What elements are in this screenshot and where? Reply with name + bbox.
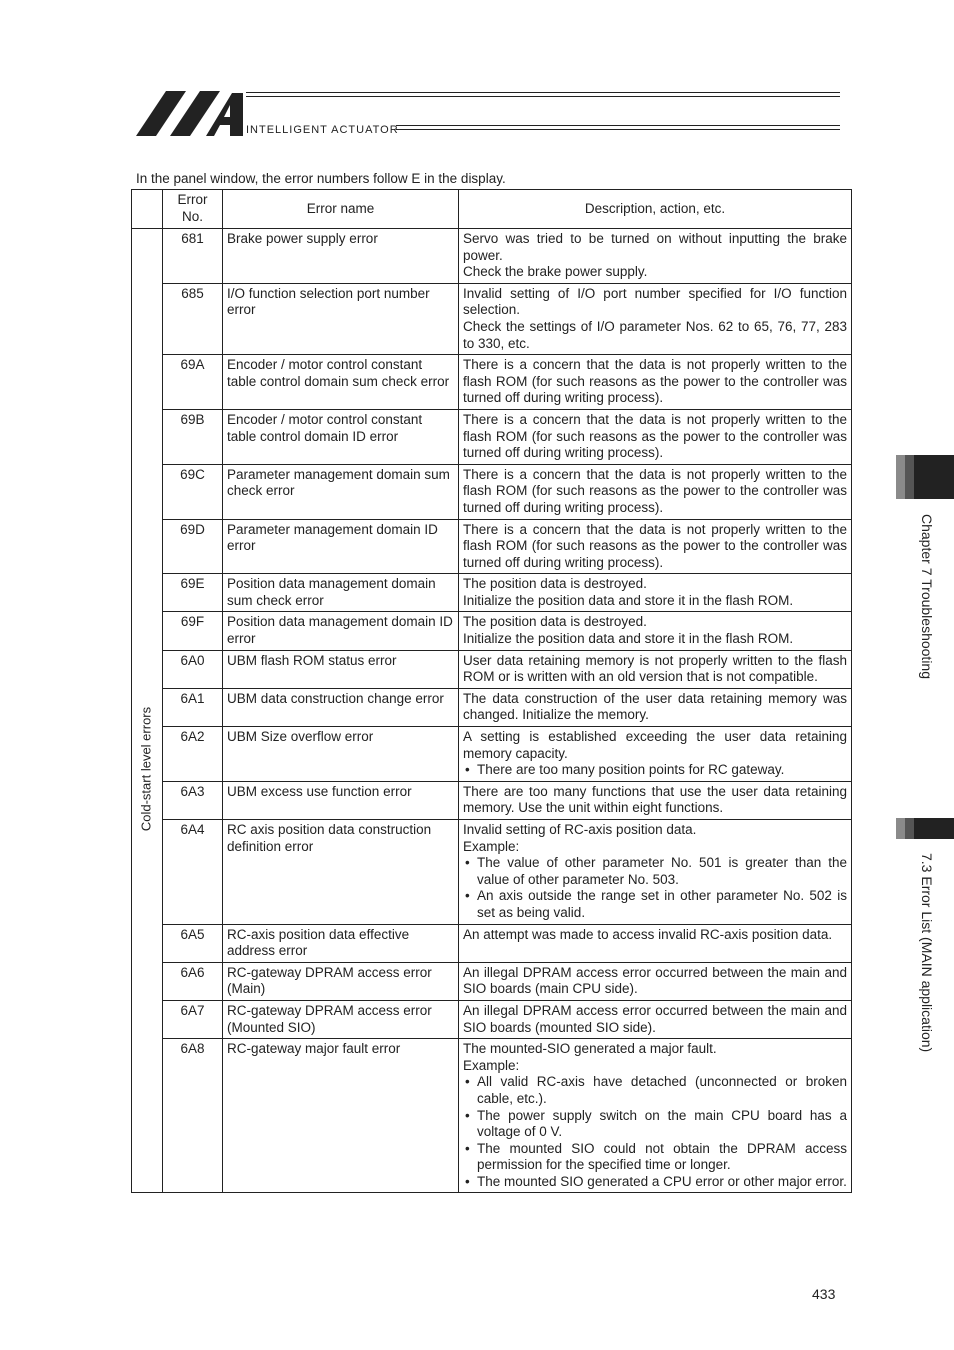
description-line: Check the brake power supply. xyxy=(463,264,648,280)
description-line: There is a concern that the data is not properly written to the flash ROM (for such reasons as the power to the controller was turned off during writing process). xyxy=(463,466,847,515)
table-row xyxy=(132,1039,852,1193)
error-description xyxy=(459,229,852,284)
error-name: UBM Size overflow error xyxy=(223,727,459,782)
error-name: Parameter management domain ID error xyxy=(223,519,459,574)
error-code: 69A xyxy=(163,355,223,410)
error-code: 6A5 xyxy=(163,924,223,962)
error-code: 6A8 xyxy=(163,1039,223,1193)
description-bullet: • The value of other parameter No. 501 is greater than the value of other parameter No. 503. xyxy=(463,855,847,888)
error-description xyxy=(459,355,852,410)
error-code: 6A6 xyxy=(163,962,223,1000)
description-line: Invalid setting of RC-axis position data. xyxy=(463,822,697,837)
header-rule-top-1 xyxy=(246,92,840,93)
table-header-row xyxy=(132,190,852,229)
description-line: The position data is destroyed. xyxy=(463,614,647,630)
section-tab-label: 7.3 Error List (MAIN application) xyxy=(919,853,935,1053)
error-name: Brake power supply error xyxy=(223,229,459,284)
error-name: Encoder / motor control constant table control domain ID error xyxy=(223,409,459,464)
error-code: 69C xyxy=(163,464,223,519)
error-name: I/O function selection port number error xyxy=(223,283,459,354)
category-label: Cold-start level errors xyxy=(138,706,154,831)
error-description xyxy=(459,409,852,464)
error-description xyxy=(459,1039,852,1193)
error-name: RC axis position data construction definition error xyxy=(223,820,459,925)
error-code: 69F xyxy=(163,612,223,650)
description-line: There is a concern that the data is not properly written to the flash ROM (for such reasons as the power to the controller was turned off during writing process). xyxy=(463,521,847,570)
table-row xyxy=(132,229,852,284)
table-row xyxy=(132,612,852,650)
description-line: The data construction of the user data retaining memory was changed. Initialize the memory. xyxy=(463,690,847,723)
chapter-tab-block xyxy=(896,455,954,499)
category-cell xyxy=(132,229,163,1193)
description-bullets xyxy=(463,762,847,779)
error-table xyxy=(131,189,852,1193)
description-bullet: • The mounted SIO could not obtain the DPRAM access permission for the specified time or longer. xyxy=(463,1141,847,1174)
error-code: 685 xyxy=(163,283,223,354)
error-description xyxy=(459,574,852,612)
error-code: 69D xyxy=(163,519,223,574)
description-line: Servo was tried to be turned on without inputting the brake power. xyxy=(463,231,847,263)
error-name: UBM data construction change error xyxy=(223,688,459,726)
table-row xyxy=(132,409,852,464)
error-description xyxy=(459,650,852,688)
description-line: User data retaining memory is not properly written to the flash ROM or is written with an old version that is not compatible. xyxy=(463,652,847,685)
error-name: Position data management domain ID error xyxy=(223,612,459,650)
error-name: Position data management domain sum check error xyxy=(223,574,459,612)
error-code: 6A3 xyxy=(163,781,223,819)
description-line: Example: xyxy=(463,838,520,854)
description-bullets xyxy=(463,855,847,921)
description-line: The mounted-SIO generated a major fault. xyxy=(463,1041,717,1057)
description-line: Invalid setting of I/O port number specified for I/O function selection. xyxy=(463,285,847,318)
error-name: RC-gateway DPRAM access error (Mounted SIO) xyxy=(223,1000,459,1038)
description-line: A setting is established exceeding the user data retaining memory capacity. xyxy=(463,729,847,761)
description-line: Example: xyxy=(463,1057,520,1073)
table-row xyxy=(132,283,852,354)
header-rule-top-2 xyxy=(246,96,840,97)
error-name: Encoder / motor control constant table control domain sum check error xyxy=(223,355,459,410)
description-line: Initialize the position data and store it in the flash ROM. xyxy=(463,592,794,608)
table-row xyxy=(132,962,852,1000)
error-code: 69E xyxy=(163,574,223,612)
error-description xyxy=(459,1000,852,1038)
error-name: UBM flash ROM status error xyxy=(223,650,459,688)
table-row xyxy=(132,464,852,519)
description-line: There is a concern that the data is not properly written to the flash ROM (for such reasons as the power to the controller was turned off during writing process). xyxy=(463,357,847,406)
table-row xyxy=(132,1000,852,1038)
error-code: 681 xyxy=(163,229,223,284)
error-description xyxy=(459,612,852,650)
error-description xyxy=(459,464,852,519)
error-name: RC-axis position data effective address error xyxy=(223,924,459,962)
error-code: 6A2 xyxy=(163,727,223,782)
error-name: UBM excess use function error xyxy=(223,781,459,819)
description-bullet: • The mounted SIO generated a CPU error or other major error. xyxy=(463,1174,847,1191)
error-code: 6A4 xyxy=(163,820,223,925)
description-line: An illegal DPRAM access error occurred between the main and SIO boards (mounted SIO side). xyxy=(463,1002,847,1035)
description-line: Initialize the position data and store it in the flash ROM. xyxy=(463,631,794,647)
description-line: An illegal DPRAM access error occurred between the main and SIO boards (main CPU side). xyxy=(463,964,847,997)
error-description xyxy=(459,781,852,819)
error-code: 6A0 xyxy=(163,650,223,688)
description-bullet: • An axis outside the range set in other parameter No. 502 is set as being valid. xyxy=(463,888,847,921)
error-name: Parameter management domain sum check error xyxy=(223,464,459,519)
header-rule-bottom-2 xyxy=(396,129,840,130)
table-row xyxy=(132,727,852,782)
error-name: RC-gateway major fault error xyxy=(223,1039,459,1193)
table-row xyxy=(132,820,852,925)
intro-text: In the panel window, the error numbers follow E in the display. xyxy=(136,171,506,186)
error-code: 6A7 xyxy=(163,1000,223,1038)
error-description xyxy=(459,688,852,726)
description-line: An attempt was made to access invalid RC-axis position data. xyxy=(463,926,833,942)
iai-logo-icon xyxy=(136,91,246,137)
table-row xyxy=(132,355,852,410)
error-description xyxy=(459,283,852,354)
brand-name: INTELLIGENT ACTUATOR xyxy=(246,124,399,136)
header-error-no: Error No. xyxy=(163,190,223,229)
table-row xyxy=(132,519,852,574)
error-code: 6A1 xyxy=(163,688,223,726)
description-bullet: • The power supply switch on the main CPU board has a voltage of 0 V. xyxy=(463,1108,847,1141)
header-category-cell xyxy=(132,190,163,229)
table-row xyxy=(132,924,852,962)
page-number: 433 xyxy=(812,1286,836,1302)
error-code: 69B xyxy=(163,409,223,464)
description-bullet: • All valid RC-axis have detached (unconnected or broken cable, etc.). xyxy=(463,1074,847,1107)
description-bullet: • There are too many position points for RC gateway. xyxy=(463,762,847,779)
description-line: Check the settings of I/O parameter Nos. 62 to 65, 76, 77, 283 to 330, etc. xyxy=(463,318,847,351)
error-table-body xyxy=(132,229,852,1193)
section-tab-block xyxy=(896,818,954,839)
error-description xyxy=(459,519,852,574)
table-row xyxy=(132,650,852,688)
description-line: There is a concern that the data is not properly written to the flash ROM (for such reasons as the power to the controller was turned off during writing process). xyxy=(463,411,847,461)
table-row xyxy=(132,781,852,819)
error-name: RC-gateway DPRAM access error (Main) xyxy=(223,962,459,1000)
header-error-name: Error name xyxy=(223,190,459,229)
description-bullets xyxy=(463,1074,847,1190)
error-description xyxy=(459,962,852,1000)
chapter-tab-label: Chapter 7 Troubleshooting xyxy=(919,514,935,679)
error-description xyxy=(459,924,852,962)
error-description xyxy=(459,727,852,782)
table-row xyxy=(132,574,852,612)
description-line: There are too many functions that use the user data retaining memory. Use the unit within eight functions. xyxy=(463,783,847,816)
header-description: Description, action, etc. xyxy=(459,190,852,229)
header-rule-bottom-1 xyxy=(396,125,840,126)
error-description xyxy=(459,820,852,925)
description-line: The position data is destroyed. xyxy=(463,576,647,592)
table-row xyxy=(132,688,852,726)
